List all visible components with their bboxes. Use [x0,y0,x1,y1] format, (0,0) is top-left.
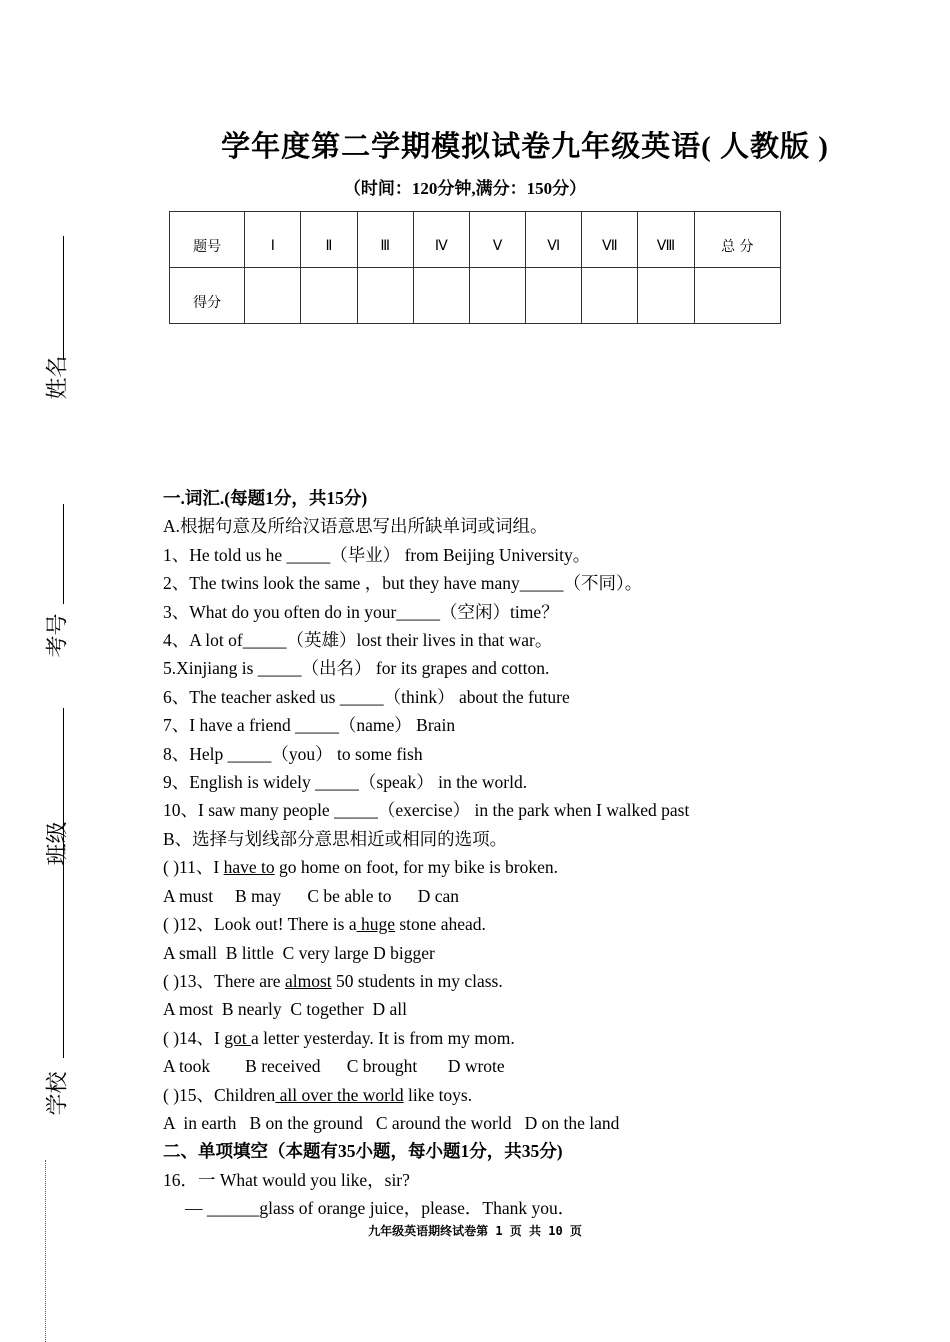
question-line: 10、I saw many people _____（exercise） in the park when I walked past [163,800,690,821]
question-line: 9、English is widely _____（speak） in the world. [163,772,528,793]
exam-number-label: 考号 [44,613,70,658]
section-heading: 一.词汇.(每题1分，共15分) [163,488,368,508]
score-cell[interactable] [301,268,357,324]
question-line: 4、A lot of_____（英雄）lost their lives in that war。 [163,630,553,651]
question-line: — ______glass of orange juice，please．Thank you． [185,1198,576,1219]
column-header: Ⅴ [469,212,525,268]
question-line: 6、The teacher asked us _____（think） about the future [163,686,570,707]
answer-options: A must B may C be able to D can [163,885,460,906]
question-line: ( )13、There are almost 50 students in my class. [163,970,503,991]
question-line: 8、Help _____（you） to some fish [163,743,423,764]
binding-dotted-line [45,1160,46,1342]
answer-options: A in earth B on the ground C around the world D on the land [163,1112,620,1133]
question-line: ( )15、Children all over the world like toys. [163,1084,473,1105]
question-line: ( )12、Look out! There is a huge stone ahead. [163,914,486,935]
question-line: ( )11、I have to go home on foot, for my bike is broken. [163,857,558,878]
school-blank-line [63,872,64,1058]
question-line: 5.Xinjiang is _____（出名） for its grapes and cotton. [163,658,550,679]
column-header: Ⅷ [638,212,694,268]
score-label: 得分 [170,268,245,324]
question-line: ( )14、I got a letter yesterday. It is from my mom. [163,1027,515,1048]
score-cell[interactable] [469,268,525,324]
exam-number-blank-line [63,504,64,604]
score-cell[interactable] [245,268,301,324]
column-header: Ⅵ [526,212,582,268]
score-cell[interactable] [582,268,638,324]
question-number-label: 题号 [170,212,245,268]
column-header: Ⅳ [413,212,469,268]
class-label: 班级 [44,821,70,866]
page-footer: 九年级英语期终试卷第 1 页 共 10 页 [368,1224,582,1238]
column-header: Ⅶ [582,212,638,268]
part-instruction: A.根据句意及所给汉语意思写出所缺单词或词组。 [163,516,548,537]
part-instruction: B、选择与划线部分意思相近或相同的选项。 [163,828,508,849]
column-header: Ⅲ [357,212,413,268]
score-cell[interactable] [526,268,582,324]
question-line: 3、What do you often do in your_____（空闲）time？ [163,601,559,622]
name-label: 姓名 [44,355,70,400]
total-label: 总 分 [694,212,780,268]
score-cell[interactable] [638,268,694,324]
score-cell[interactable] [413,268,469,324]
answer-options: A took B received C brought D wrote [163,1056,505,1077]
answer-options: A most B nearly C together D all [163,999,407,1020]
column-header: Ⅱ [301,212,357,268]
score-cell[interactable] [357,268,413,324]
question-line: 1、He told us he _____（毕业） from Beijing University。 [163,544,591,565]
question-line: 2、The twins look the same ，but they have many_____（不同）。 [163,573,643,594]
score-table-header-row [170,212,781,268]
question-line: 7、I have a friend _____（name） Brain [163,715,456,736]
section-heading: 二、单项填空（本题有35小题，每小题1分，共35分) [163,1141,563,1162]
school-label: 学校 [44,1071,70,1116]
score-table [169,211,781,324]
exam-time-info: （时间：120分钟,满分：150分） [343,179,587,198]
name-blank-line [63,236,64,360]
answer-options: A small B little C very large D bigger [163,942,435,963]
question-line: 16．一 What would you like，sir? [163,1169,410,1190]
total-score-cell[interactable] [694,268,780,324]
page-title: 学年度第二学期模拟试卷九年级英语( 人教版 ) [221,131,829,163]
column-header: Ⅰ [245,212,301,268]
score-table-score-row [170,268,781,324]
question-content [163,484,923,1223]
